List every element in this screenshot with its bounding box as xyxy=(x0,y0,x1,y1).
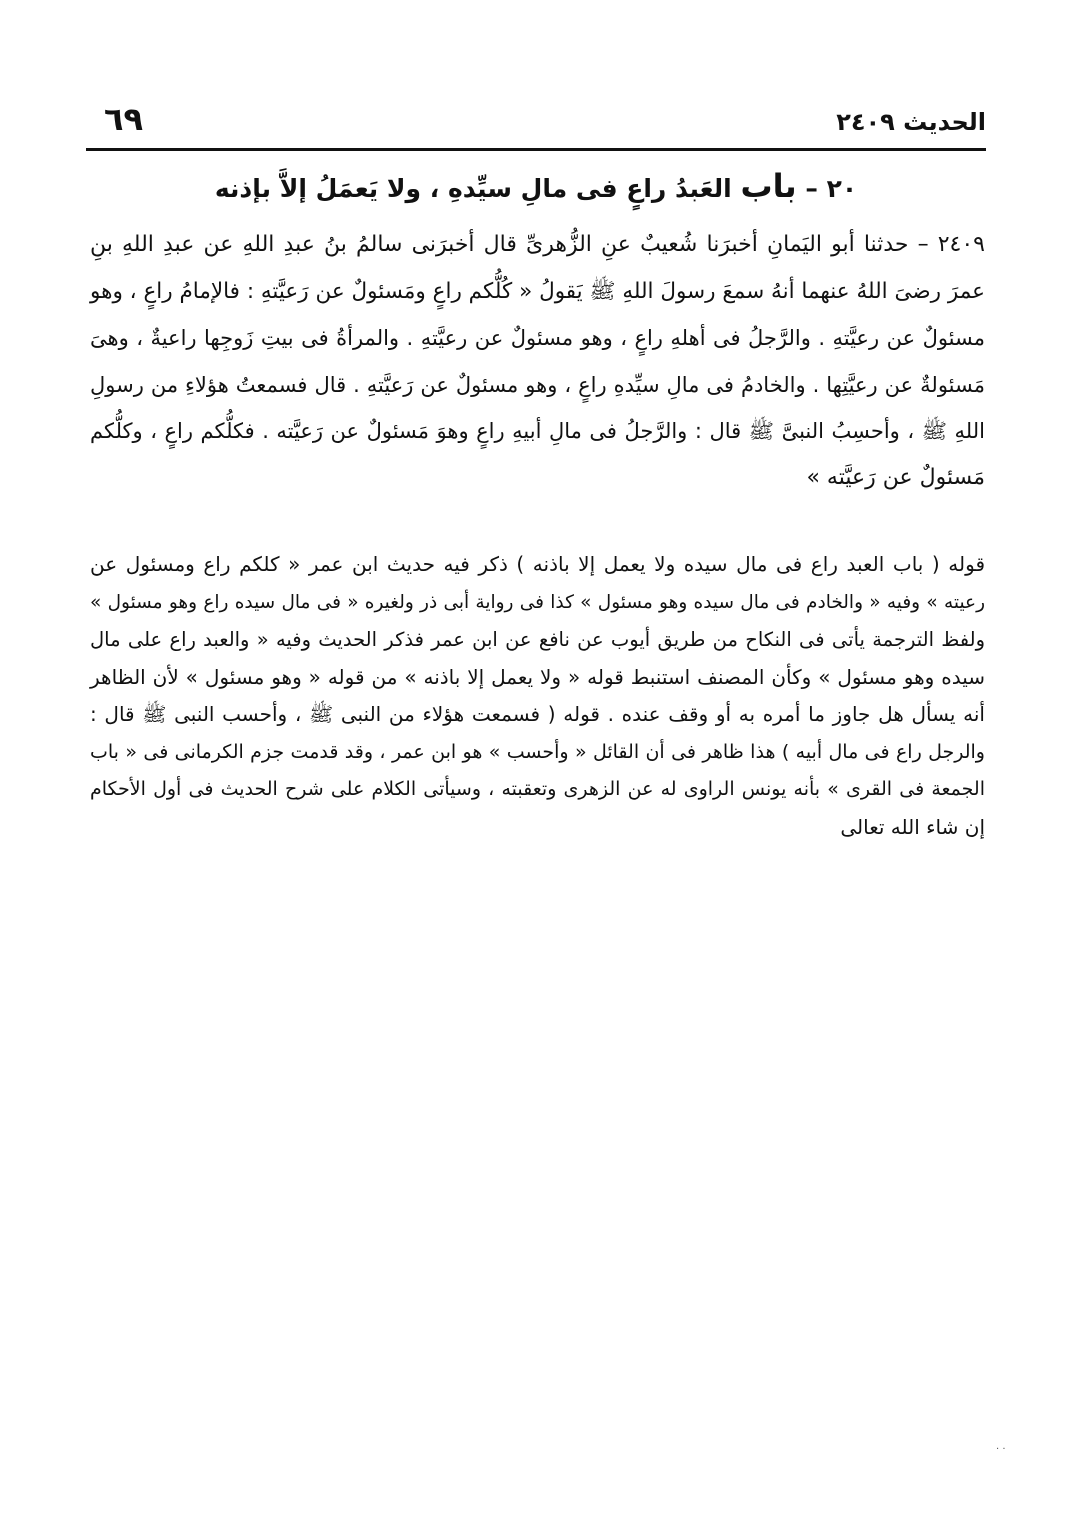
hadith-line: مَسئولٌ عن رَعيَّته » xyxy=(806,464,985,490)
commentary-line: قوله ( باب العبد راع فى مال سيده ولا يعمل إلا باذنه ) ذكر فيه حديث ابن عمر « كلكم راع ومسئول عن xyxy=(90,552,985,576)
hadith-line: مَسئولةٌ عن رعيَّتِها . والخادمُ فى مالِ سيِّدهِ راعٍ ، وهو مسئولٌ عن رَعيَّتهِ . قال فسمعتُ هؤلاءِ من رسولِ xyxy=(90,372,985,397)
hadith-line: مسئولٌ عن رعيَّتهِ . والرَّجلُ فى أهلهِ راعٍ ، وهو مسئولٌ عن رعيَّتهِ . والمرأةُ فى بيتِ زَوجِها راعيةٌ ، وهىَ xyxy=(90,326,985,350)
commentary-line: ولفظ الترجمة يأتى فى النكاح من طريق أيوب عن نافع عن ابن عمر فذكر الحديث وفيه « والعبد راع على مال xyxy=(90,628,985,651)
running-head xyxy=(86,100,986,144)
chapter-keyword: باب xyxy=(740,167,797,205)
chapter-number: ٢٠ – xyxy=(805,174,858,203)
chapter-heading xyxy=(86,166,986,209)
running-title: الحديث ٢٤٠٩ xyxy=(836,108,986,136)
hadith-line: اللهِ ﷺ ، وأحسِبُ النبىَّ ﷺ قال : والرَّجلُ فى مالِ أبيهِ راعٍ وهوَ مَسئولٌ عن رَعيَّته . فكلُّكم راعٍ ، وكلُّكم xyxy=(90,419,985,443)
hadith-text xyxy=(90,222,985,501)
hadith-line: ٢٤٠٩ – حدثنا أبو اليَمانِ أخبرَنا شُعيبٌ عنِ الزُّهرىِّ قال أخبرَنى سالمُ بنُ عبدِ اللهِ عن عبدِ اللهِ بنِ xyxy=(90,232,985,257)
page-number: ٦٩ xyxy=(104,100,144,138)
chapter-title: العَبدُ راعٍ فى مالِ سيِّدهِ ، ولا يَعمَلُ إلاَّ بإذنه xyxy=(214,174,732,203)
scan-speck: · · xyxy=(996,1444,1006,1455)
commentary-text xyxy=(90,546,985,846)
commentary-line: أنه يسأل هل جاوز ما أمره به أو وقف عنده . قوله ( فسمعت هؤلاء من النبى ﷺ ، وأحسب النبى ﷺ قال : xyxy=(90,702,985,726)
commentary-line: الجمعة فى القرى » بأنه يونس الراوى له عن الزهرى وتعقبته ، وسيأتى الكلام على شرح الحديث فى أول الأحكام xyxy=(90,778,985,800)
hadith-line: عمرَ رضىَ اللهُ عنهما أنهُ سمعَ رسولَ اللهِ ﷺ يَقولُ « كُلُّكم راعٍ ومَسئولٌ عن رَعيَّتهِ : فالإمامُ راعٍ ، وهو xyxy=(90,278,985,304)
commentary-line: سيده وهو مسئول » وكأن المصنف استنبط قوله « ولا يعمل إلا باذنه » من قوله « وهو مسئول » لأن الظاهر xyxy=(90,664,985,689)
commentary-line: إن شاء الله تعالى xyxy=(840,814,985,839)
commentary-line: رعيته » وفيه « والخادم فى مال سيده وهو مسئول » كذا فى رواية أبى ذر ولغيره « فى مال سيده راع وهو مسئول » xyxy=(90,591,985,613)
header-rule xyxy=(86,148,986,151)
commentary-line: والرجل راع فى مال أبيه ) هذا ظاهر فى أن القائل « وأحسب » هو ابن عمر ، وقد قدمت جزم الكرمانى فى « باب xyxy=(90,740,985,763)
